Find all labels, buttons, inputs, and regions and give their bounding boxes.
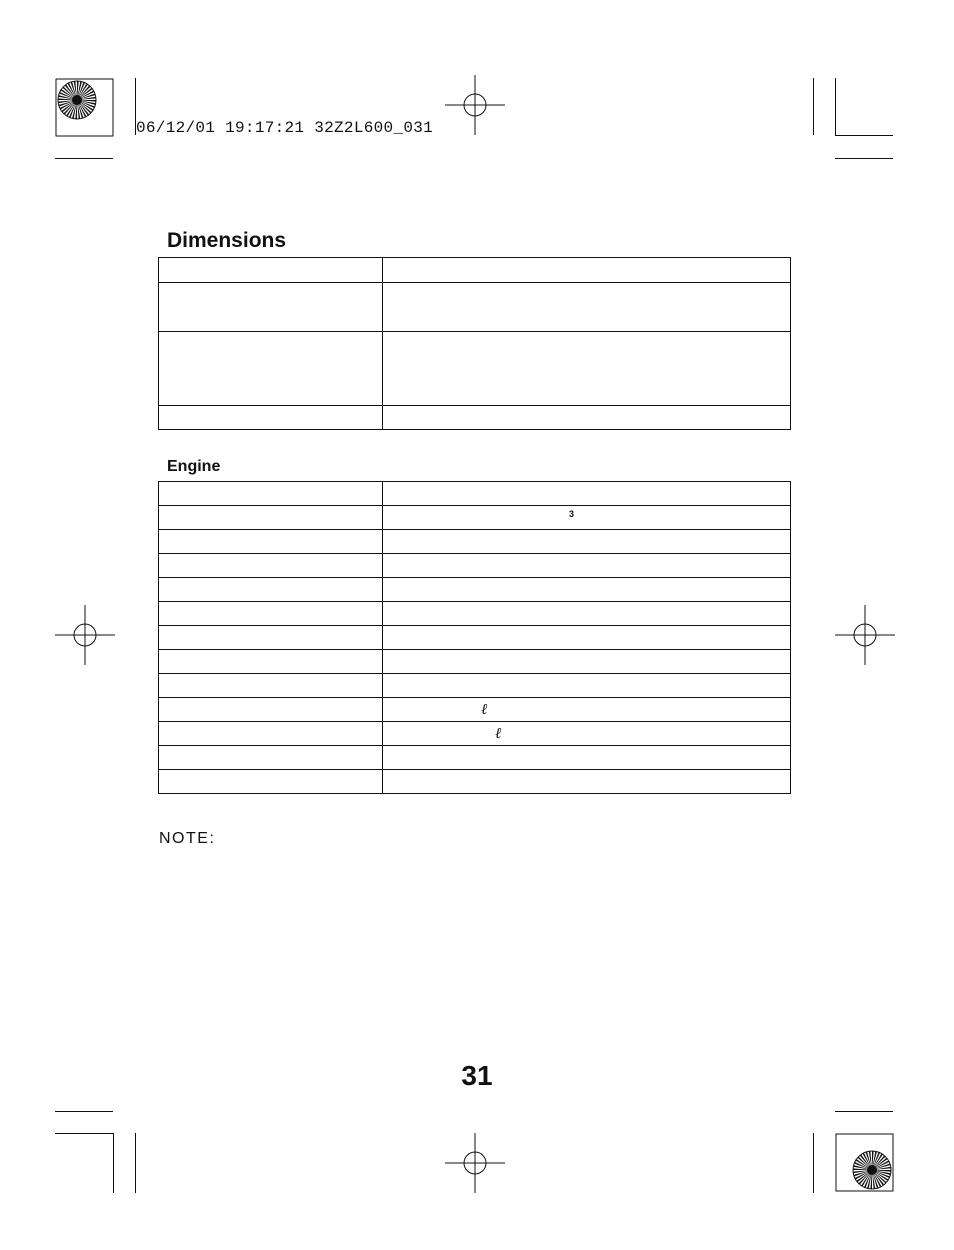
row-value	[383, 770, 791, 794]
crop-line	[813, 1133, 814, 1193]
table-row	[159, 746, 791, 770]
table-row	[159, 283, 791, 332]
row-value-oil-capacity	[383, 698, 791, 722]
row-label	[159, 626, 383, 650]
row-value	[383, 554, 791, 578]
row-label	[159, 506, 383, 530]
row-label	[159, 602, 383, 626]
table-row	[159, 650, 791, 674]
row-value-fuel-capacity	[383, 722, 791, 746]
row-value	[383, 406, 791, 430]
crop-line	[55, 158, 113, 159]
row-value	[383, 602, 791, 626]
registration-starburst-bottom-right	[835, 1133, 895, 1193]
table-row	[159, 698, 791, 722]
table-row	[159, 506, 791, 530]
page-number: 31	[461, 1060, 493, 1091]
table-row	[159, 554, 791, 578]
row-label	[159, 746, 383, 770]
row-label	[159, 578, 383, 602]
row-label	[159, 406, 383, 430]
registration-starburst-top-left	[55, 78, 115, 138]
engine-heading: Engine	[167, 458, 221, 475]
row-value	[383, 283, 791, 332]
row-value	[383, 650, 791, 674]
row-value	[383, 674, 791, 698]
crosshair-middle-left	[55, 605, 115, 665]
row-label	[159, 722, 383, 746]
row-value	[383, 482, 791, 506]
row-label	[159, 283, 383, 332]
table-row	[159, 258, 791, 283]
crop-line	[835, 158, 893, 159]
table-row	[159, 770, 791, 794]
row-value	[383, 332, 791, 406]
table-row	[159, 482, 791, 506]
crop-line	[113, 1133, 114, 1193]
crop-line	[835, 1111, 893, 1112]
row-label	[159, 674, 383, 698]
table-row	[159, 602, 791, 626]
row-label	[159, 530, 383, 554]
engine-table	[158, 481, 791, 794]
row-value-displacement	[383, 506, 791, 530]
litre-symbol: ℓ	[495, 724, 502, 742]
row-label	[159, 770, 383, 794]
note-label: NOTE:	[159, 830, 216, 847]
table-row	[159, 530, 791, 554]
crop-line	[835, 78, 836, 135]
table-row	[159, 578, 791, 602]
crop-line	[813, 78, 814, 135]
crop-line	[835, 135, 893, 136]
table-row	[159, 406, 791, 430]
crop-line	[55, 1111, 113, 1112]
litre-symbol: ℓ	[481, 700, 488, 718]
row-value	[383, 626, 791, 650]
row-label	[159, 650, 383, 674]
print-stamp: 06/12/01 19:17:21 32Z2L600_031	[136, 119, 434, 137]
dimensions-heading: Dimensions	[167, 229, 287, 252]
crop-line	[135, 1133, 136, 1193]
row-value	[383, 746, 791, 770]
cubic-superscript: 3	[569, 509, 575, 519]
crosshair-middle-right	[835, 605, 895, 665]
dimensions-table	[158, 257, 791, 430]
row-value	[383, 258, 791, 283]
row-value	[383, 530, 791, 554]
row-value	[383, 578, 791, 602]
row-label	[159, 258, 383, 283]
table-row	[159, 674, 791, 698]
crosshair-bottom-center	[445, 1133, 505, 1193]
row-label	[159, 698, 383, 722]
row-label	[159, 332, 383, 406]
table-row	[159, 626, 791, 650]
crop-line	[55, 1133, 113, 1134]
crosshair-top-center	[445, 75, 505, 135]
table-row	[159, 332, 791, 406]
row-label	[159, 554, 383, 578]
row-label	[159, 482, 383, 506]
table-row	[159, 722, 791, 746]
